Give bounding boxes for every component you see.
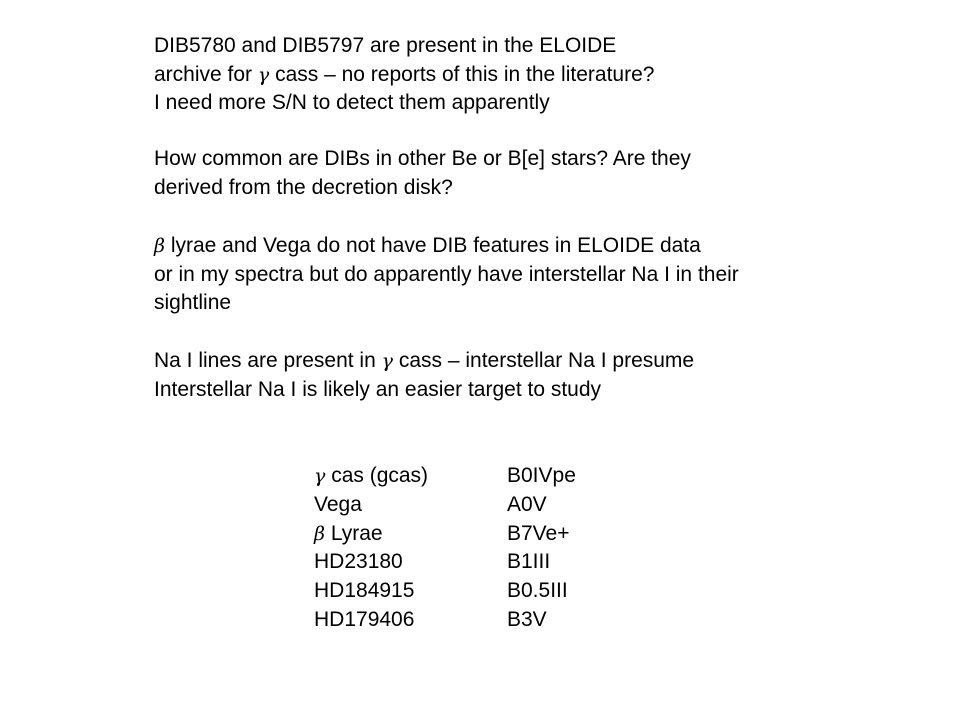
star-name: HD184915 (314, 579, 415, 603)
star-row (314, 520, 627, 549)
gamma-symbol: γ (257, 63, 270, 86)
paragraph-beta-lyrae-vega (154, 232, 739, 318)
text-line: DIB5780 and DIB5797 are present in the ELOIDE (154, 34, 617, 57)
spectral-type: B1III (507, 550, 551, 574)
text-line: archive for γ cass – no reports of this in the literature? (154, 62, 655, 86)
text-line: derived from the decretion disk? (154, 175, 453, 199)
text-line: I need more S/N to detect them apparently (154, 91, 550, 114)
star-row (314, 606, 627, 635)
beta-symbol: β (154, 235, 165, 257)
paragraph-dib-eloide (154, 32, 654, 118)
paragraph-dib-question (154, 145, 691, 202)
spectral-type: B3V (507, 607, 547, 631)
star-name: HD179406 (314, 607, 415, 631)
gamma-symbol: γ (314, 465, 326, 487)
paragraph-na-lines (154, 347, 694, 404)
spectral-type: B0.5III (507, 579, 568, 603)
star-name: Vega (314, 492, 362, 516)
spectral-type: B0IVpe (507, 464, 576, 487)
star-row (314, 548, 627, 577)
text-line: How common are DIBs in other Be or B[e] stars? Are they (154, 147, 691, 170)
star-row (314, 577, 627, 606)
spectral-type: B7Ve+ (507, 521, 570, 545)
text-line: β lyrae and Vega do not have DIB features in ELOIDE data (154, 234, 701, 257)
star-row (314, 491, 627, 520)
text-line: or in my spectra but do apparently have interstellar Na I in their (154, 262, 739, 286)
star-row (314, 462, 627, 491)
text-line: sightline (154, 291, 232, 314)
star-name: γ cas (gcas) (314, 464, 429, 487)
spectral-type: A0V (507, 492, 547, 516)
beta-symbol: β (314, 522, 325, 545)
gamma-symbol: γ (381, 350, 393, 372)
star-name: HD23180 (314, 550, 403, 574)
star-table (314, 462, 627, 635)
text-line: Na I lines are present in γ cass – interstellar Na I presume (154, 349, 695, 372)
text-line: Interstellar Na I is likely an easier target to study (154, 377, 602, 401)
star-name: β Lyrae (314, 521, 383, 545)
